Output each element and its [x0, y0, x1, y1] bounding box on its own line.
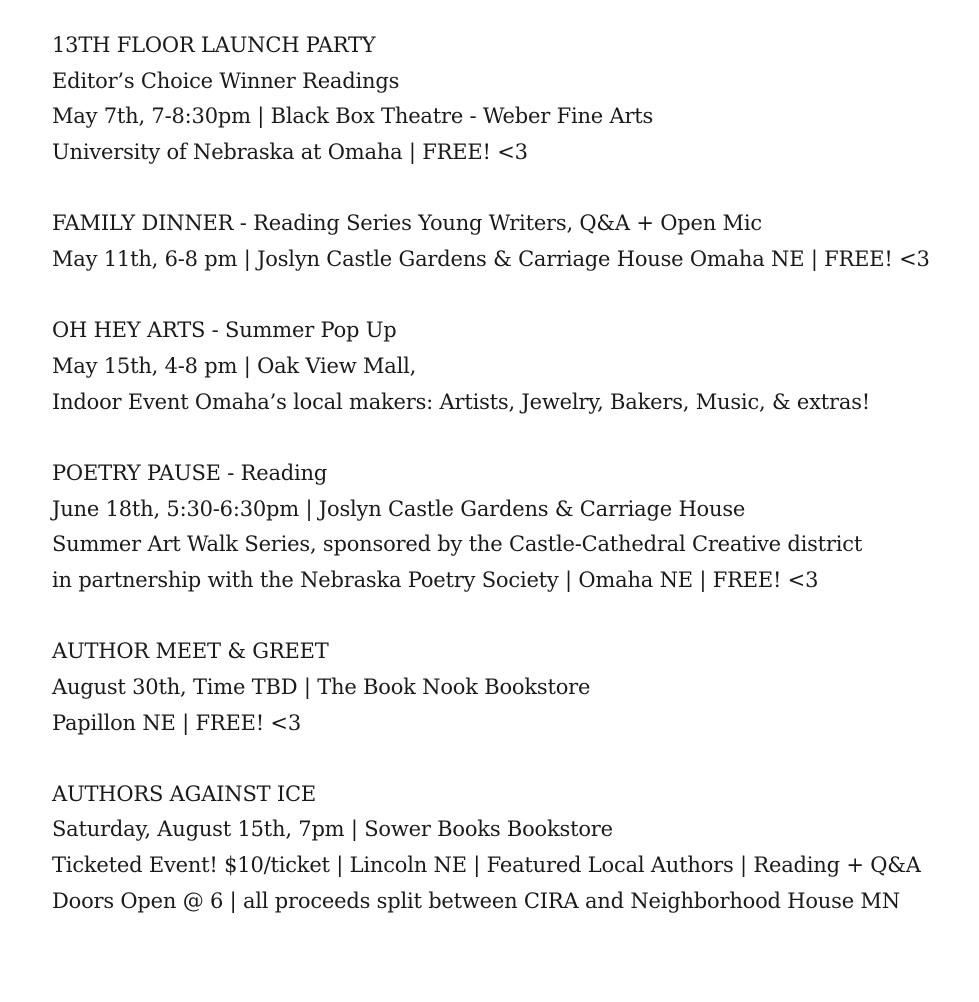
event-subtitle: Editor’s Choice Winner Readings: [52, 68, 400, 93]
event-title: POETRY PAUSE - Reading: [52, 460, 328, 485]
event-date-venue: August 30th, Time TBD | The Book Nook Bookstore: [52, 674, 591, 699]
event-location-price: Papillon NE | FREE! <3: [52, 710, 301, 735]
event-authors-against-ice: [52, 777, 952, 920]
event-poetry-pause: [52, 456, 952, 599]
event-title: AUTHOR MEET & GREET: [52, 639, 329, 664]
event-family-dinner: [52, 206, 952, 277]
event-date-venue: May 7th, 7-8:30pm | Black Box Theatre - Weber Fine Arts: [52, 104, 654, 129]
event-oh-hey-arts: [52, 313, 952, 420]
event-location-price: University of Nebraska at Omaha | FREE! <3: [52, 140, 528, 165]
events-document: [52, 28, 952, 955]
event-ticket-info: Ticketed Event! $10/ticket | Lincoln NE | Featured Local Authors | Reading + Q&A: [52, 853, 921, 878]
event-title: FAMILY DINNER - Reading Series Young Writers, Q&A + Open Mic: [52, 211, 762, 236]
event-description: Indoor Event Omaha’s local makers: Artists, Jewelry, Bakers, Music, & extras!: [52, 389, 871, 414]
event-description: Doors Open @ 6 | all proceeds split between CIRA and Neighborhood House MN: [52, 888, 900, 913]
event-date-venue: June 18th, 5:30-6:30pm | Joslyn Castle Gardens & Carriage House: [52, 496, 746, 521]
event-location-price: in partnership with the Nebraska Poetry Society | Omaha NE | FREE! <3: [52, 567, 819, 592]
event-launch-party: [52, 28, 952, 171]
event-title: 13TH FLOOR LAUNCH PARTY: [52, 33, 376, 57]
event-date-venue: Saturday, August 15th, 7pm | Sower Books Bookstore: [52, 817, 613, 842]
event-description: Summer Art Walk Series, sponsored by the Castle-Cathedral Creative district: [52, 532, 863, 557]
event-date-venue: May 15th, 4-8 pm | Oak View Mall,: [52, 353, 417, 378]
event-title: OH HEY ARTS - Summer Pop Up: [52, 318, 397, 343]
event-date-venue: May 11th, 6-8 pm | Joslyn Castle Gardens & Carriage House Omaha NE | FREE! <3: [52, 247, 930, 272]
event-author-meet-greet: [52, 634, 952, 741]
event-title: AUTHORS AGAINST ICE: [52, 781, 317, 806]
